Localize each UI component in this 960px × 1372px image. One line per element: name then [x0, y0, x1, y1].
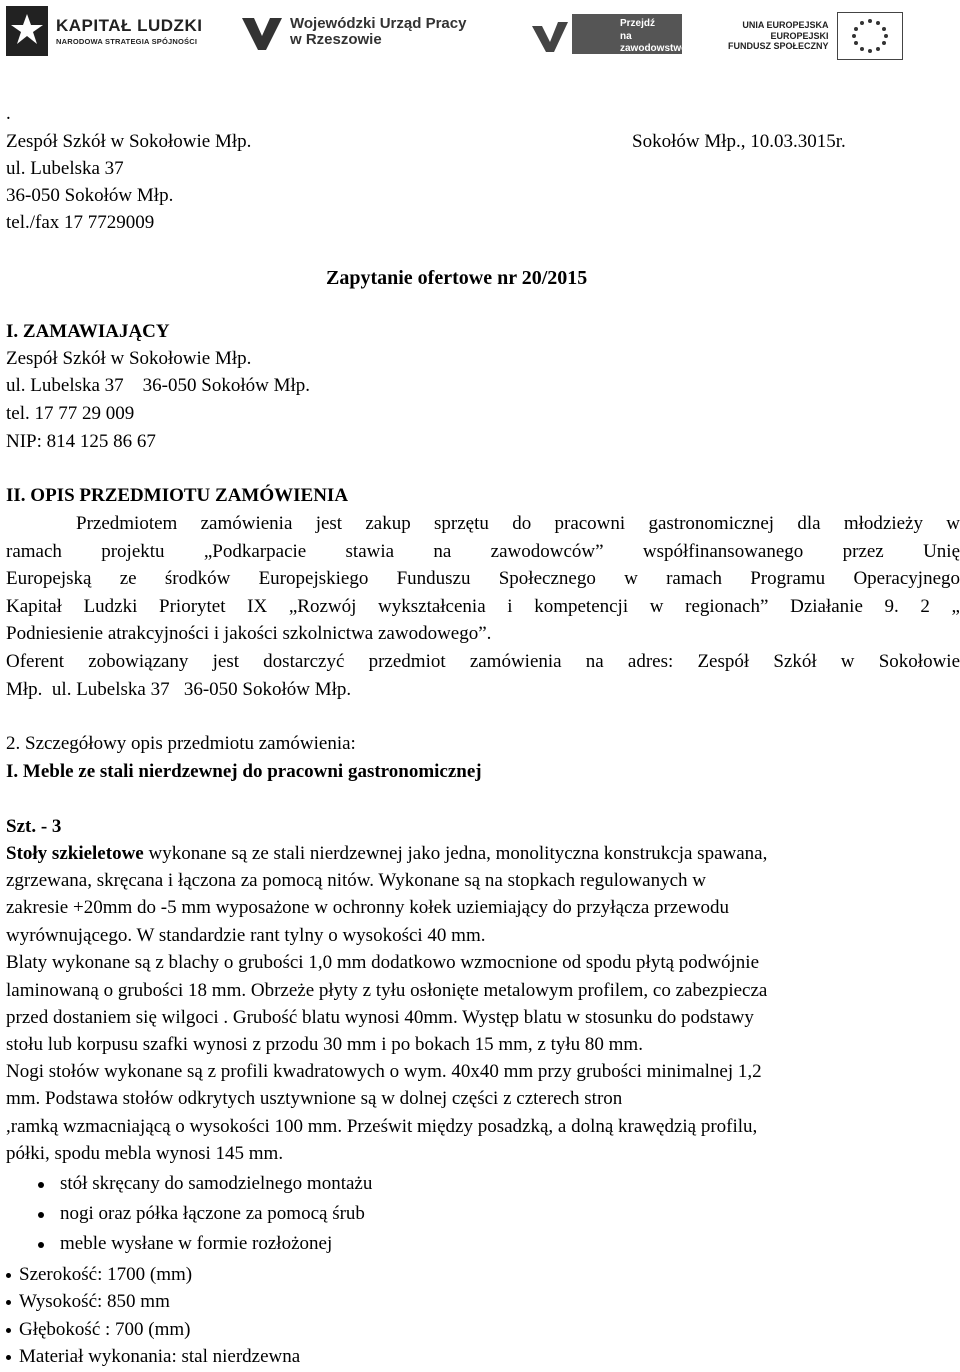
- p2-line1: Oferent zobowiązany jest dostarczyć przedmiot zamówienia na adres: Zespół Szkół w Sokołowie: [6, 651, 960, 672]
- bullet-dot-icon: [6, 1355, 11, 1360]
- tables-line3: zakresie +20mm do -5 mm wyposażone w ochronny kołek uziemiający do przyłącza przewodu: [6, 897, 729, 918]
- kapital-ludzki-subtitle: NARODOWA STRATEGIA SPÓJNOŚCI: [56, 36, 198, 46]
- document-title: Zapytanie ofertowe nr 20/2015: [326, 267, 588, 289]
- leading-dot: .: [6, 103, 11, 124]
- bullet-dot-icon: [6, 1273, 11, 1278]
- p1-line4: Kapitał Ludzki Priorytet IX „Rozwój wykształcenia i kompetencji w regionach” Działanie 9. 2 „: [6, 596, 960, 617]
- ue-line1: UNIA EUROPEJSKA: [742, 20, 829, 31]
- bullet-item-2: nogi oraz półka łączone za pomocą śrub: [38, 1200, 365, 1228]
- tops-line2: laminowaną o grubości 18 mm. Obrzeże płyty z tyłu osłonięte metalowym profilem, co zabezpiecza: [6, 980, 768, 1001]
- przejdz-logo: [532, 14, 688, 54]
- legs-line3: ,ramką wzmacniającą o wysokości 100 mm. Prześwit między posadzką, a dolną krawędzią profilu,: [6, 1116, 758, 1137]
- kapital-ludzki-emblem-icon: [6, 6, 48, 56]
- bullet-dot-icon: [6, 1328, 11, 1333]
- przejdz-line1: Przejdź: [620, 18, 656, 29]
- ue-logo: [728, 12, 903, 60]
- bullet-dot-icon: [38, 1182, 44, 1188]
- p1-line5: Podniesienie atrakcyjności i jakości szkolnictwa zawodowego”.: [6, 623, 492, 644]
- wup-arrow-icon: [240, 12, 284, 52]
- ue-line3: FUNDUSZ SPOŁECZNY: [728, 41, 829, 52]
- tops-line1: Blaty wykonane są z blachy o grubości 1,0 mm dodatkowo wzmocnione od spodu płytą podwójnie: [6, 952, 760, 973]
- tops-line3: przed dostaniem się wilgoci . Grubość blatu wynosi 40mm. Występ blatu w stosunku do podstawy: [6, 1007, 754, 1028]
- section1-heading: I. ZAMAWIAJĄCY: [6, 321, 170, 342]
- przejdz-line2: na zawodowstwo: [620, 30, 688, 54]
- detail-heading: 2. Szczegółowy opis przedmiotu zamówienia:: [6, 733, 356, 754]
- sender-street: ul. Lubelska 37: [6, 158, 124, 179]
- spec-depth: Głębokość : 700 (mm): [6, 1316, 191, 1344]
- bullet-item-3: meble wysłane w formie rozłożonej: [38, 1230, 332, 1258]
- tables-bold-lead: Stoły szkieletowe: [6, 843, 144, 864]
- spec-height: Wysokość: 850 mm: [6, 1288, 170, 1316]
- wup-line2: w Rzeszowie: [290, 31, 382, 48]
- orderer-phone: tel. 17 77 29 009: [6, 403, 135, 424]
- p1-line1: Przedmiotem zamówienia jest zakup sprzętu do pracowni gastronomicznej dla młodzieży w: [76, 513, 960, 534]
- orderer-nip: NIP: 814 125 86 67: [6, 431, 156, 452]
- header-logos: [0, 0, 960, 68]
- orderer-name: Zespół Szkół w Sokołowie Młp.: [6, 348, 252, 369]
- quantity: Szt. - 3: [6, 816, 62, 837]
- ue-line2: EUROPEJSKI: [770, 30, 829, 41]
- place-date: Sokołów Młp., 10.03.3015r.: [632, 131, 846, 152]
- p1-line2: ramach projektu „Podkarpacie stawia na zawodowców” współfinansowanego przez Unię: [6, 541, 960, 562]
- kapital-ludzki-logo: [6, 6, 202, 56]
- sender-phone: tel./fax 17 7729009: [6, 212, 155, 233]
- legs-line1: Nogi stołów wykonane są z profili kwadratowych o wym. 40x40 mm przy grubości minimalnej 1,2: [6, 1061, 762, 1082]
- spec-material: Materiał wykonania: stal nierdzewna: [6, 1343, 300, 1371]
- sender-city: 36-050 Sokołów Młp.: [6, 185, 174, 206]
- p2-line2: Młp. ul. Lubelska 37 36-050 Sokołów Młp.: [6, 679, 352, 700]
- legs-line4: półki, spodu mebla wynosi 145 mm.: [6, 1143, 284, 1164]
- sender-name: Zespół Szkół w Sokołowie Młp.: [6, 131, 252, 152]
- spec-width: Szerokość: 1700 (mm): [6, 1261, 192, 1289]
- section2-heading: II. OPIS PRZEDMIOTU ZAMÓWIENIA: [6, 485, 349, 506]
- bullet-dot-icon: [38, 1242, 44, 1248]
- item-heading: I. Meble ze stali nierdzewnej do pracowni gastronomicznej: [6, 761, 482, 782]
- tables-line2: zgrzewana, skręcana i łączona za pomocą nitów. Wykonane są na stopkach regulowanych w: [6, 870, 706, 891]
- orderer-address: ul. Lubelska 37 36-050 Sokołów Młp.: [6, 375, 310, 396]
- tables-line4: wyrównującego. W standardzie rant tylny o wysokości 40 mm.: [6, 925, 486, 946]
- kapital-ludzki-title: KAPITAŁ LUDZKI: [56, 15, 203, 35]
- bullet-dot-icon: [6, 1300, 11, 1305]
- bullet-dot-icon: [38, 1212, 44, 1218]
- wup-line1: Wojewódzki Urząd Pracy: [290, 14, 467, 32]
- tables-line1: [6, 840, 767, 868]
- eu-flag-icon: [837, 12, 903, 60]
- wup-logo: [240, 12, 466, 52]
- tables-first-rest: wykonane są ze stali nierdzewnej jako jedna, monolityczna konstrukcja spawana,: [143, 843, 768, 864]
- bullet-item-1: stół skręcany do samodzielnego montażu: [38, 1170, 372, 1198]
- tops-line4: stołu lub korpusu szafki wynosi z przodu 30 mm i po bokach 15 mm, z tyłu 80 mm.: [6, 1034, 643, 1055]
- legs-line2: mm. Podstawa stołów odkrytych usztywnione są w dolnej części z czterech stron: [6, 1088, 623, 1109]
- przejdz-arrow-icon: [532, 14, 568, 54]
- p1-line3: Europejską ze środków Europejskiego Funduszu Społecznego w ramach Programu Operacyjnego: [6, 568, 960, 589]
